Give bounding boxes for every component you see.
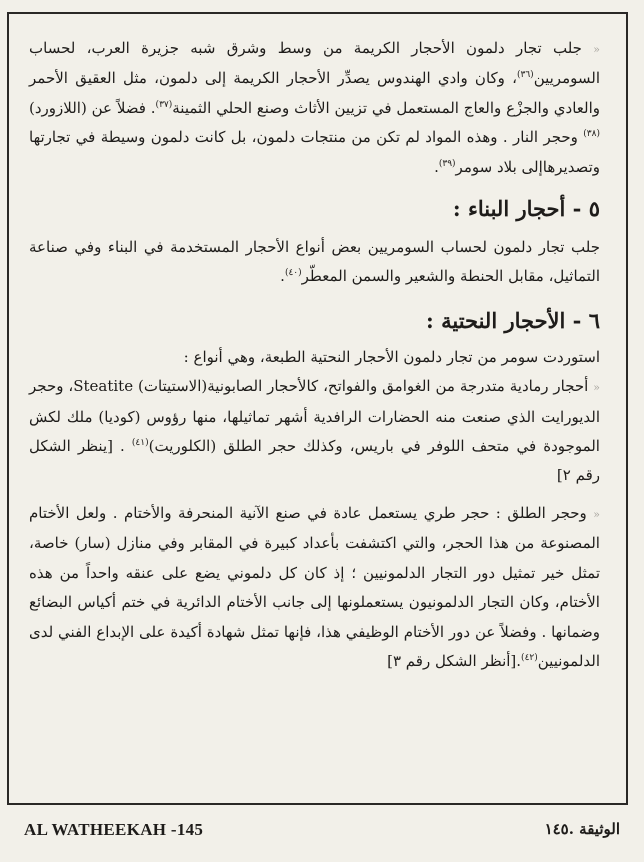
spacer <box>29 491 600 499</box>
intro-paragraph: « جلب تجار دلمون الأحجار الكريمة من وسط وشرق شبه جزيرة العرب، لحساب السومريين$^{(٣٦)}$، وكان وادي الهندوس يصدِّر الأحجار الكريمة إلى دلمون، مثل العقيق الأحمر والعادي والجزْع والعاج المستعمل في تزيين الأثاث وصنع الحلي الثمينة$^{(٣٧)}$. فضلاً عن (اللازورد)$^{(٣٨)}$ وحجر النار . وهذه المواد لم تكن من منتجات دلمون، بل كانت دلمون وسيطة في تجارتها وتصديرهاإلى بلاد سومر$^{(٣٩)}$. <box>29 39 600 176</box>
footnote-ref: (٣٦) <box>516 70 534 81</box>
footnote-ref: (٤١) <box>131 438 149 449</box>
page-footer <box>24 820 620 842</box>
article-body <box>29 34 600 676</box>
footnote-ref: (٣٧) <box>155 99 173 110</box>
paragraph-marker: « <box>593 43 600 56</box>
latin-term: Steatite <box>73 377 134 396</box>
paragraph-marker: « <box>593 381 600 395</box>
sculpture-intro: استوردت سومر من تجار دلمون الأحجار النحتية الطبعة، وهي أنواع : <box>183 347 600 366</box>
gray-stones-paragraph: « أحجار رمادية متدرجة من الغوامق والفواتح، كالأحجار الصابونية(الاستيتات) Steatite، وحجر الديورايت الذي صنعت منه الحضارات الرافدية أشهر تماثيلها، منها رؤوس (كوديا) ملك لكش الموجودة في متحف اللوفر في باريس، وكذلك حجر الطلق (الكلوريت)$^{(٤١)}$ . [ينظر الشكل رقم ٢] <box>29 377 600 485</box>
footnote-ref: (٣٨) <box>583 129 600 140</box>
footer-arabic-page-number: الوثيقة .١٤٥ <box>544 820 620 838</box>
footnote-ref: (٤٠) <box>284 268 302 279</box>
paragraph-marker: « <box>593 507 600 521</box>
footnote-ref: (٣٩) <box>438 158 456 169</box>
footnote-ref: (٤٢) <box>521 652 538 663</box>
talc-paragraph: « وحجر الطلق : حجر طري يستعمل عادة في صنع الآنية المنحرفة والأختام . ولعل الأختام المصنوعة من هذا الحجر، والتي اكتشفت بأعداد كبيرة في المقابر وفي منازل (سار) خاصة، تمثل خير تمثيل دور التجار الدلمونيين ؛ إذ كان كل دلموني يضع على عنقه واحداً من هذه الأختام، وكان التجار الدلمونيون يستعملونها إلى جانب الأختام الدائرية في ختم أكياس البضائع وضمانها . وفضلاً عن دور الأختام الوظيفي هذا، فإنها تمثل شهادة أكيدة على الإبداع الفني لدى الدلمونيين$^{(٤٢)}$.[أنظر الشكل رقم ٣] <box>29 503 600 670</box>
building-stones-paragraph: جلب تجار دلمون لحساب السومريين بعض أنواع الأحجار المستخدمة في البناء وفي صناعة التماثيل، مقابل الحنطة والشعير والسمن المعطّر$^{(٤٠)}$. <box>29 238 600 286</box>
page-frame <box>7 12 628 805</box>
section-heading-building-stones: ٥ - أحجار البناء : <box>452 196 600 222</box>
section-heading-sculpture-stones: ٦ - الأحجار النحتية : <box>426 307 600 333</box>
footer-english-page-number: AL WATHEEKAH -145 <box>24 820 204 839</box>
